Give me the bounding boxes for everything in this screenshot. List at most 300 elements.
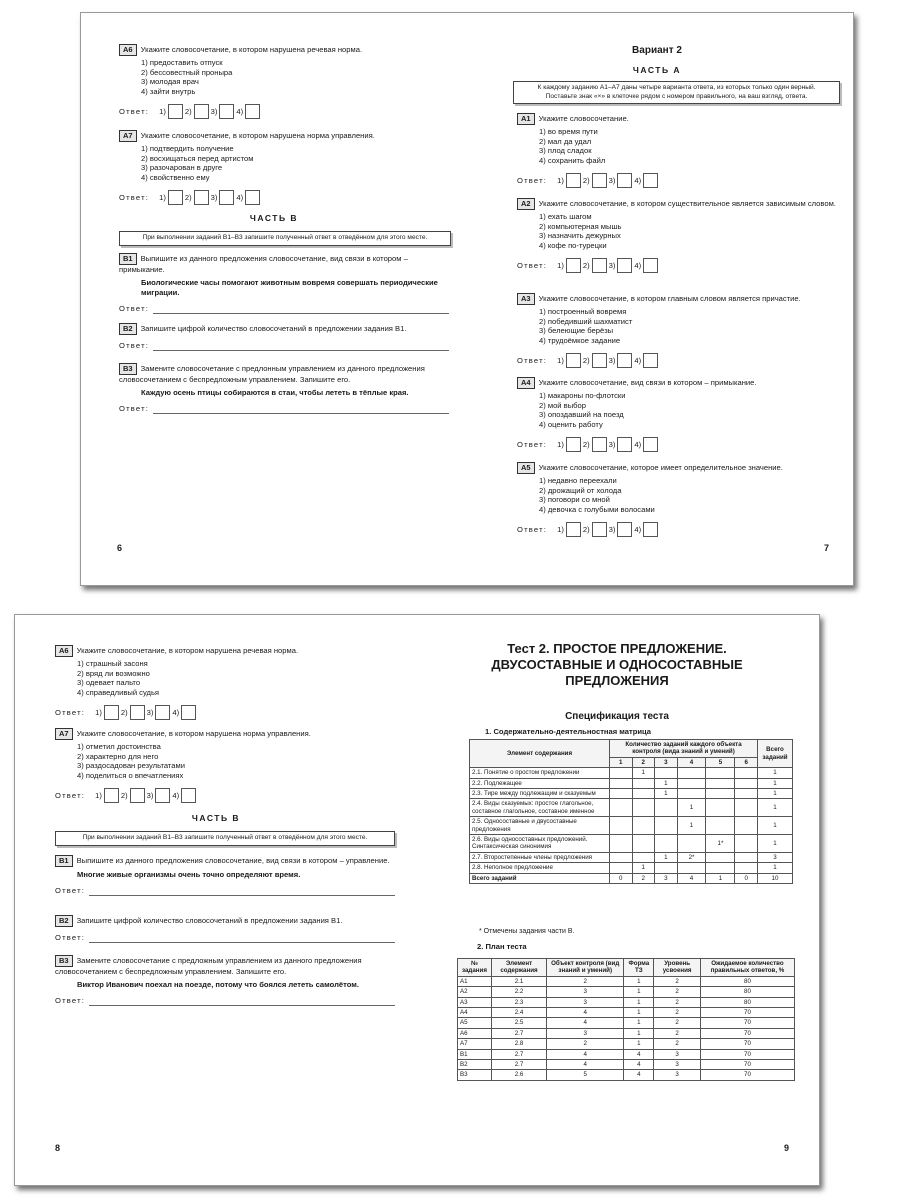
matrix-row-name: 2.4. Виды сказуемых: простое глагольное, составное глагольное, составное именное — [470, 799, 610, 817]
option: 4) кофе по-турецки — [539, 240, 607, 250]
option: 3) плод сладок — [539, 146, 592, 155]
part-b-title: ЧАСТЬ В — [249, 213, 299, 223]
matrix-cell: 0 — [610, 873, 633, 883]
plan-cell: 2.3 — [491, 997, 546, 1007]
answer-checkbox[interactable] — [617, 173, 632, 188]
matrix-row-name: 2.7. Второстепенные члены предложения — [470, 852, 610, 862]
slot-label: 2) — [582, 175, 590, 185]
matrix-cell: 2* — [677, 852, 706, 862]
plan-cell: 2.1 — [491, 976, 546, 986]
options-list — [539, 307, 837, 345]
answer-checkbox[interactable] — [617, 522, 632, 537]
answer-label: Ответ: — [119, 106, 150, 116]
answer-line-row — [119, 304, 449, 314]
answer-line-row — [55, 933, 395, 943]
answer-label: Ответ: — [517, 260, 548, 270]
slot-label: 3) — [608, 524, 616, 534]
answer-checkbox[interactable] — [592, 353, 607, 368]
plan-cell: А2 — [458, 987, 492, 997]
plan-cell: 2.2 — [491, 987, 546, 997]
answer-line-input[interactable] — [153, 342, 449, 351]
options-list — [141, 144, 449, 182]
plan-cell: 1 — [624, 976, 654, 986]
task-stem: Укажите словосочетание, вид связи в котором – примыкание. — [538, 378, 757, 387]
task-code: А6 — [55, 645, 73, 657]
answer-checkbox[interactable] — [245, 190, 260, 205]
task-code: А2 — [517, 198, 535, 210]
answer-checkbox[interactable] — [155, 705, 170, 720]
answer-checkbox[interactable] — [643, 173, 658, 188]
task-a1 — [517, 113, 837, 188]
plan-cell: 70 — [700, 1049, 794, 1059]
plan-cell: 4 — [547, 1018, 624, 1028]
task-a6 — [55, 645, 395, 720]
matrix-col-number: 1 — [610, 757, 633, 767]
slot-label: 3) — [608, 175, 616, 185]
task-code: А3 — [517, 293, 535, 305]
answer-checkbox[interactable] — [617, 353, 632, 368]
answer-checkbox[interactable] — [643, 258, 658, 273]
matrix-cell — [677, 768, 706, 778]
answer-checkbox[interactable] — [219, 104, 234, 119]
matrix-row-total: 1 — [758, 789, 793, 799]
matrix-row — [470, 817, 793, 835]
options-list — [141, 58, 449, 96]
matrix-cell: 1 — [655, 852, 678, 862]
plan-cell: 3 — [547, 987, 624, 997]
example-sentence: Виктор Иванович поехал на поезде, потому что боялся лететь самолётом. — [77, 980, 360, 989]
task-stem: Выпишите из данного предложения словосочетание, вид связи в котором – примыкание. — [119, 254, 408, 274]
test-title-line: ДВУСОСТАВНЫЕ И ОДНОСОСТАВНЫЕ — [491, 657, 743, 672]
answer-line-input[interactable] — [153, 305, 449, 314]
answer-checkbox[interactable] — [194, 190, 209, 205]
plan-header-row — [458, 959, 795, 977]
matrix-col-number: 5 — [706, 757, 735, 767]
task-code: А6 — [119, 44, 137, 56]
options-list — [77, 659, 395, 697]
task-code: В3 — [55, 955, 73, 967]
answer-row — [517, 437, 837, 452]
answer-checkbox[interactable] — [245, 104, 260, 119]
option: 4) сохранить файл — [539, 155, 606, 165]
example-sentence: Многие живые организмы очень точно определяют время. — [77, 870, 301, 879]
matrix-cell — [706, 863, 735, 873]
slot-label: 3) — [608, 439, 616, 449]
matrix-row-name: Всего заданий — [470, 873, 610, 883]
plan-title: 2. План теста — [477, 942, 527, 951]
matrix-row-name: 2.3. Тире между подлежащим и сказуемым — [470, 789, 610, 799]
plan-cell: 2.8 — [491, 1039, 546, 1049]
matrix-cell — [655, 768, 678, 778]
page-8 — [15, 615, 417, 1185]
matrix-header-element: Элемент содержания — [470, 740, 610, 768]
options-list — [539, 391, 837, 429]
answer-checkbox[interactable] — [104, 705, 119, 720]
task-code: В1 — [119, 253, 137, 265]
task-b2 — [55, 915, 395, 943]
matrix-cell — [677, 778, 706, 788]
answer-checkbox[interactable] — [168, 104, 183, 119]
plan-cell: В1 — [458, 1049, 492, 1059]
option: 1) макароны по-флотски — [539, 391, 626, 400]
matrix-header-total: Всего заданий — [758, 740, 793, 768]
matrix-row-total: 3 — [758, 852, 793, 862]
plan-body — [458, 976, 795, 1080]
answer-row — [517, 173, 837, 188]
task-stem: Укажите словосочетание, в котором нарушена речевая норма. — [140, 45, 363, 54]
slot-label: 1) — [95, 790, 102, 800]
page-number: 7 — [823, 543, 829, 553]
test-title-line: ПРЕДЛОЖЕНИЯ — [565, 673, 669, 688]
plan-cell: 70 — [700, 1039, 794, 1049]
answer-label: Ответ: — [119, 341, 150, 350]
answer-label: Ответ: — [55, 933, 86, 942]
page-7 — [467, 13, 853, 585]
plan-cell: 70 — [700, 1070, 794, 1080]
slot-label: 3) — [210, 192, 218, 202]
plan-cell: 70 — [700, 1018, 794, 1028]
matrix-cell: 1 — [655, 789, 678, 799]
footnote: * Отмечены задания части В. — [479, 928, 575, 935]
plan-row — [458, 1049, 795, 1059]
answer-checkbox[interactable] — [592, 173, 607, 188]
answer-line-input[interactable] — [89, 997, 395, 1006]
plan-row — [458, 1070, 795, 1080]
slot-label: 1) — [557, 260, 564, 270]
plan-cell: 3 — [654, 1060, 701, 1070]
answer-checkbox[interactable] — [566, 437, 581, 452]
plan-cell: 2 — [654, 1039, 701, 1049]
answer-label: Ответ: — [55, 790, 86, 800]
task-stem: Выпишите из данного предложения словосочетание, вид связи в котором – управление. — [76, 856, 390, 865]
matrix-title: 1. Содержательно-деятельностная матрица — [485, 727, 652, 736]
task-a7 — [119, 130, 449, 205]
answer-checkbox[interactable] — [566, 173, 581, 188]
matrix-cell: 1 — [655, 778, 678, 788]
page-9 — [417, 615, 819, 1185]
plan-cell: В2 — [458, 1060, 492, 1070]
plan-row — [458, 997, 795, 1007]
test-title-line: Тест 2. ПРОСТОЕ ПРЕДЛОЖЕНИЕ. — [507, 641, 727, 656]
slot-label: 4) — [634, 355, 642, 365]
option: 4) оценить работу — [539, 419, 603, 429]
matrix-cell — [706, 789, 735, 799]
option: 2) бессовестный проныра — [141, 67, 233, 77]
answer-line-input[interactable] — [89, 934, 395, 943]
matrix-cell — [632, 799, 655, 817]
plan-row — [458, 976, 795, 986]
task-b1 — [119, 253, 449, 314]
slot-label: 3) — [608, 260, 616, 270]
plan-cell: 2.7 — [491, 1060, 546, 1070]
matrix-cell — [706, 799, 735, 817]
answer-label: Ответ: — [119, 304, 150, 313]
option: 1) построенный вовремя — [539, 307, 627, 316]
answer-label: Ответ: — [119, 192, 150, 202]
slot-label: 1) — [557, 175, 564, 185]
plan-cell: В3 — [458, 1070, 492, 1080]
matrix-cell — [610, 799, 633, 817]
plan-cell: А6 — [458, 1028, 492, 1038]
plan-cell: 80 — [700, 987, 794, 997]
matrix-cell — [735, 863, 758, 873]
plan-cell: 2 — [654, 976, 701, 986]
matrix-cell: 1* — [706, 835, 735, 853]
option: 3) поговори со мной — [539, 495, 610, 504]
test-title — [437, 641, 797, 689]
slot-label: 4) — [634, 439, 642, 449]
matrix-cell — [632, 852, 655, 862]
answer-row — [517, 522, 837, 537]
matrix-cell — [706, 852, 735, 862]
matrix-row — [470, 863, 793, 873]
plan-header-cell: Уровень усвоения — [654, 959, 701, 977]
matrix-row-name: 2.6. Виды односоставных предложений. Синтаксическая синонимия — [470, 835, 610, 853]
task-b3 — [55, 955, 395, 1006]
matrix-cell — [677, 863, 706, 873]
answer-checkbox[interactable] — [617, 258, 632, 273]
matrix-row-total: 1 — [758, 778, 793, 788]
option: 3) разочарован в друге — [141, 163, 223, 172]
plan-cell: 2 — [654, 1018, 701, 1028]
answer-checkbox[interactable] — [592, 437, 607, 452]
matrix-cell: 1 — [632, 768, 655, 778]
option: 2) мой выбор — [539, 400, 586, 410]
matrix-cell — [610, 817, 633, 835]
answer-row — [517, 353, 837, 368]
plan-cell: 4 — [547, 1008, 624, 1018]
option: 3) опоздавший на поезд — [539, 410, 624, 419]
slot-label: 3) — [146, 790, 154, 800]
content-matrix-table — [469, 739, 793, 884]
plan-cell: 1 — [624, 1008, 654, 1018]
matrix-cell — [610, 789, 633, 799]
task-a5 — [517, 462, 837, 537]
task-stem: Запишите цифрой количество словосочетаний в предложении задания В1. — [140, 324, 407, 333]
page-number: 9 — [783, 1143, 789, 1153]
variant-title: Вариант 2 — [632, 45, 682, 56]
instructions-notice — [513, 81, 840, 104]
plan-cell: 4 — [624, 1070, 654, 1080]
plan-cell: А7 — [458, 1039, 492, 1049]
slot-label: 1) — [557, 524, 564, 534]
test-plan-table — [457, 958, 795, 1081]
answer-checkbox[interactable] — [104, 788, 119, 803]
option: 1) отметил достоинства — [77, 742, 161, 751]
task-stem: Укажите словосочетание, в котором нарушена норма управления. — [76, 729, 311, 738]
matrix-cell: 1 — [677, 817, 706, 835]
plan-cell: 1 — [624, 997, 654, 1007]
matrix-cell: 3 — [655, 873, 678, 883]
plan-header-cell: № задания — [458, 959, 492, 977]
task-a4 — [517, 377, 837, 452]
answer-checkbox[interactable] — [566, 353, 581, 368]
matrix-cell — [610, 768, 633, 778]
plan-cell: 3 — [654, 1070, 701, 1080]
options-list — [539, 476, 837, 514]
plan-cell: 2.7 — [491, 1049, 546, 1059]
answer-checkbox[interactable] — [643, 522, 658, 537]
options-list — [539, 127, 837, 165]
task-code: А4 — [517, 377, 535, 389]
plan-cell: 70 — [700, 1008, 794, 1018]
answer-checkbox[interactable] — [155, 788, 170, 803]
slot-label: 2) — [582, 355, 590, 365]
matrix-cell — [735, 835, 758, 853]
matrix-cell — [706, 778, 735, 788]
matrix-cell — [735, 852, 758, 862]
matrix-body — [470, 768, 793, 884]
matrix-cell — [610, 852, 633, 862]
matrix-cell: 4 — [677, 873, 706, 883]
matrix-row — [470, 852, 793, 862]
answer-checkbox[interactable] — [566, 522, 581, 537]
matrix-row-total: 1 — [758, 799, 793, 817]
answer-checkbox[interactable] — [617, 437, 632, 452]
slot-label: 4) — [634, 524, 642, 534]
task-stem: Укажите словосочетание, в котором нарушена норма управления. — [140, 131, 375, 140]
task-stem: Укажите словосочетание, в котором существительное является зависимым словом. — [538, 199, 836, 208]
options-list — [77, 742, 395, 780]
answer-line-input[interactable] — [89, 887, 395, 896]
slot-label: 4) — [172, 790, 180, 800]
plan-cell: 2 — [654, 997, 701, 1007]
slot-label: 3) — [210, 106, 218, 116]
matrix-row-name: 2.2. Подлежащее — [470, 778, 610, 788]
matrix-row-total: 1 — [758, 817, 793, 835]
task-stem: Укажите словосочетание, которое имеет определительное значение. — [538, 463, 783, 472]
option: 4) поделиться о впечатлениях — [77, 770, 184, 780]
matrix-cell — [655, 799, 678, 817]
plan-cell: 3 — [654, 1049, 701, 1059]
matrix-cell — [706, 768, 735, 778]
answer-row — [517, 258, 837, 273]
plan-cell: 2 — [547, 976, 624, 986]
slot-label: 4) — [236, 106, 244, 116]
plan-row — [458, 1060, 795, 1070]
task-code: А7 — [119, 130, 137, 142]
matrix-cell — [735, 768, 758, 778]
matrix-row-total: 1 — [758, 863, 793, 873]
task-code: А7 — [55, 728, 73, 740]
task-code: А1 — [517, 113, 535, 125]
option: 4) зайти внутрь — [141, 86, 196, 96]
matrix-cell: 1 — [706, 873, 735, 883]
matrix-cell — [610, 863, 633, 873]
slot-label: 2) — [120, 790, 128, 800]
instructions-notice: При выполнении заданий В1–В3 запишите полученный ответ в отведённом для этого месте. — [119, 231, 451, 246]
plan-cell: 2.4 — [491, 1008, 546, 1018]
answer-checkbox[interactable] — [643, 353, 658, 368]
answer-checkbox[interactable] — [130, 705, 145, 720]
slot-label: 1) — [159, 106, 166, 116]
slot-label: 1) — [557, 355, 564, 365]
answer-label: Ответ: — [55, 886, 86, 895]
task-code: В2 — [119, 323, 137, 335]
slot-label: 2) — [120, 707, 128, 717]
option: 1) недавно переехали — [539, 476, 617, 485]
spec-title: Спецификация теста — [565, 711, 669, 722]
option: 4) трудоёмкое задание — [539, 335, 621, 345]
matrix-cell: 2 — [632, 873, 655, 883]
matrix-row-total: 1 — [758, 835, 793, 853]
matrix-cell — [735, 817, 758, 835]
answer-checkbox[interactable] — [181, 788, 196, 803]
answer-label: Ответ: — [517, 524, 548, 534]
slot-label: 1) — [95, 707, 102, 717]
answer-checkbox[interactable] — [592, 522, 607, 537]
matrix-col-number: 2 — [632, 757, 655, 767]
plan-row — [458, 1018, 795, 1028]
slot-label: 3) — [608, 355, 616, 365]
answer-row — [55, 705, 395, 720]
option: 1) предоставить отпуск — [141, 58, 223, 67]
option: 1) во время пути — [539, 127, 598, 136]
answer-checkbox[interactable] — [592, 258, 607, 273]
answer-checkbox[interactable] — [194, 104, 209, 119]
task-a3 — [517, 293, 837, 368]
answer-label: Ответ: — [119, 404, 150, 413]
plan-cell: 70 — [700, 1028, 794, 1038]
plan-cell: 2 — [654, 1028, 701, 1038]
answer-checkbox[interactable] — [130, 788, 145, 803]
task-a2 — [517, 198, 837, 273]
slot-label: 2) — [184, 106, 192, 116]
plan-cell: 5 — [547, 1070, 624, 1080]
task-code: В1 — [55, 855, 73, 867]
slot-label: 2) — [582, 439, 590, 449]
matrix-cell — [677, 789, 706, 799]
plan-cell: 1 — [624, 1028, 654, 1038]
answer-checkbox[interactable] — [168, 190, 183, 205]
answer-line-row — [55, 996, 395, 1006]
plan-row — [458, 987, 795, 997]
matrix-cell — [735, 778, 758, 788]
plan-row — [458, 1028, 795, 1038]
matrix-cell: 1 — [677, 799, 706, 817]
plan-header-cell: Ожидаемое количество правильных ответов, % — [700, 959, 794, 977]
slot-label: 2) — [184, 192, 192, 202]
matrix-row — [470, 835, 793, 853]
task-a6 — [119, 44, 449, 119]
plan-cell: 70 — [700, 1060, 794, 1070]
answer-label: Ответ: — [517, 439, 548, 449]
answer-label: Ответ: — [517, 175, 548, 185]
slot-label: 3) — [146, 707, 154, 717]
slot-label: 4) — [634, 175, 642, 185]
answer-checkbox[interactable] — [219, 190, 234, 205]
plan-cell: 1 — [624, 987, 654, 997]
answer-line-input[interactable] — [153, 405, 449, 414]
slot-label: 1) — [557, 439, 564, 449]
matrix-col-number: 3 — [655, 757, 678, 767]
matrix-cell — [655, 863, 678, 873]
book-spread-pages-8-9 — [14, 614, 820, 1186]
plan-cell: А5 — [458, 1018, 492, 1028]
task-stem: Укажите словосочетание, в котором главным словом является причастие. — [538, 294, 801, 303]
matrix-cell — [610, 835, 633, 853]
option: 3) молодая врач — [141, 77, 199, 86]
answer-checkbox[interactable] — [643, 437, 658, 452]
answer-checkbox[interactable] — [566, 258, 581, 273]
matrix-cell — [735, 789, 758, 799]
option: 2) вряд ли возможно — [77, 668, 150, 678]
instructions-notice: При выполнении заданий В1–В3 запишите полученный ответ в отведённом для этого месте. — [55, 831, 395, 846]
notice-line: Поставьте знак «×» в клеточке рядом с номером правильного, на ваш взгляд, ответа. — [545, 92, 808, 100]
matrix-cell — [706, 817, 735, 835]
slot-label: 4) — [236, 192, 244, 202]
answer-checkbox[interactable] — [181, 705, 196, 720]
